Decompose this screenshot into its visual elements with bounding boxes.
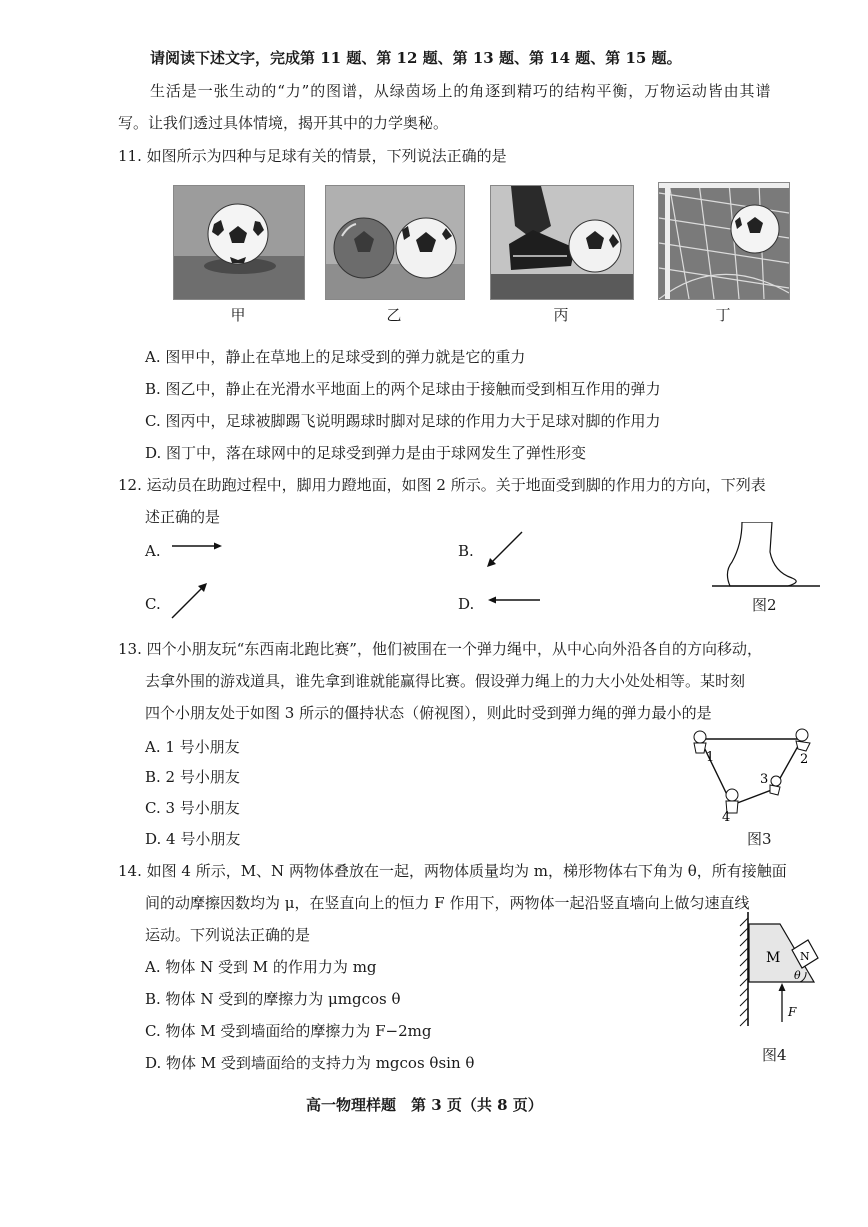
q12-option-a-label: A. [145, 542, 161, 560]
intro-paragraph-line1: 生活是一张生动的“力”的图谱，从绿茵场上的角逐到精巧的结构平衡，万物运动皆由其谱 [150, 82, 772, 100]
q12-arrow-down-left-icon [482, 528, 526, 572]
photo-ding [658, 182, 790, 300]
figure2-label: 图2 [752, 596, 777, 614]
q11-option-a: A. 图甲中，静止在草地上的足球受到的弹力就是它的重力 [145, 348, 526, 366]
child-1-icon [694, 731, 706, 753]
q12-option-c-label: C. [145, 595, 161, 613]
child-3-icon [770, 776, 781, 795]
q14-stem-line1: 14. 如图 4 所示，M、N 两物体叠放在一起，两物体质量均为 m，梯形物体右下角为 θ，所有接触面 [118, 862, 787, 880]
q13-option-b: B. 2 号小朋友 [145, 768, 240, 786]
q14-stem-line2: 间的动摩擦因数均为 μ，在竖直向上的恒力 F 作用下，两物体一起沿竖直墙向上做匀速直线 [145, 894, 750, 912]
q11-option-c: C. 图丙中，足球被脚踢飞说明踢球时脚对足球的作用力大于足球对脚的作用力 [145, 412, 661, 430]
caption-bing: 丙 [553, 306, 569, 324]
photo-yi [325, 185, 465, 300]
q12-option-b-label: B. [458, 542, 474, 560]
q11-option-b: B. 图乙中，静止在光滑水平地面上的两个足球由于接触而受到相互作用的弹力 [145, 380, 661, 398]
intro-paragraph-line2: 写。让我们透过具体情境，揭开其中的力学奥秘。 [118, 114, 449, 132]
figure3-rope-diagram [680, 725, 830, 835]
q12-arrow-up-right-icon [168, 578, 212, 622]
q13-option-a: A. 1 号小朋友 [145, 738, 240, 756]
page-footer: 高一物理样题 第 3 页（共 8 页） [306, 1096, 543, 1114]
figure4-label-theta: θ [794, 969, 801, 982]
figure4-label-M: M [766, 950, 781, 966]
q12-option-d-label: D. [458, 595, 475, 613]
reading-heading: 请阅读下述文字，完成第 11 题、第 12 题、第 13 题、第 14 题、第 15 题。 [150, 49, 682, 67]
figure4-wall-diagram [736, 910, 826, 1030]
q13-stem-line2: 去拿外围的游戏道具，谁先拿到谁就能赢得比赛。假设弹力绳上的力大小处处相等。某时刻 [145, 672, 746, 690]
figure4-label: 图4 [762, 1046, 787, 1064]
q13-stem-line1: 13. 四个小朋友玩“东西南北跑比赛”，他们被围在一个弹力绳中，从中心向外沿各自的方向移动， [118, 640, 762, 658]
child-2-icon [796, 729, 810, 751]
q14-option-c: C. 物体 M 受到墙面给的摩擦力为 F−2mg [145, 1022, 432, 1040]
photo-yi-two-balls [326, 186, 464, 299]
photo-jia [173, 185, 305, 300]
photo-bing [490, 185, 634, 300]
q13-stem-line3: 四个小朋友处于如图 3 所示的僵持状态（俯视图），则此时受到弹力绳的弹力最小的是 [145, 704, 712, 722]
caption-ding: 丁 [715, 306, 731, 324]
q14-option-d: D. 物体 M 受到墙面给的支持力为 mgcos θsin θ [145, 1054, 475, 1072]
caption-yi: 乙 [386, 306, 402, 324]
q11-stem: 11. 如图所示为四种与足球有关的情景，下列说法正确的是 [118, 147, 507, 165]
q12-arrow-left-icon [484, 592, 544, 608]
figure4-label-F: F [788, 1005, 797, 1019]
q14-stem-line3: 运动。下列说法正确的是 [145, 926, 311, 944]
figure3-number-4: 4 [722, 810, 731, 825]
q14-option-b: B. 物体 N 受到的摩擦力为 μmgcos θ [145, 990, 401, 1008]
q11-option-d: D. 图丁中，落在球网中的足球受到弹力是由于球网发生了弹性形变 [145, 444, 587, 462]
q12-stem-line2: 述正确的是 [145, 508, 221, 526]
q13-option-c: C. 3 号小朋友 [145, 799, 240, 817]
q13-option-d: D. 4 号小朋友 [145, 830, 241, 848]
figure4-label-N: N [800, 950, 810, 963]
photo-bing-kick [491, 186, 633, 299]
photo-jia-soccer-ball [174, 186, 304, 299]
q12-stem-line1: 12. 运动员在助跑过程中，脚用力蹬地面，如图 2 所示。关于地面受到脚的作用力的方向，下列表 [118, 476, 766, 494]
figure3-label: 图3 [747, 830, 772, 848]
caption-jia: 甲 [230, 306, 246, 324]
q14-option-a: A. 物体 N 受到 M 的作用力为 mg [145, 958, 377, 976]
figure3-number-1: 1 [706, 750, 715, 765]
photo-ding-net [659, 183, 789, 299]
q12-arrow-right-icon [170, 538, 230, 554]
figure3-number-3: 3 [760, 772, 769, 787]
figure3-number-2: 2 [800, 752, 809, 767]
figure2-foot-icon [712, 522, 822, 588]
